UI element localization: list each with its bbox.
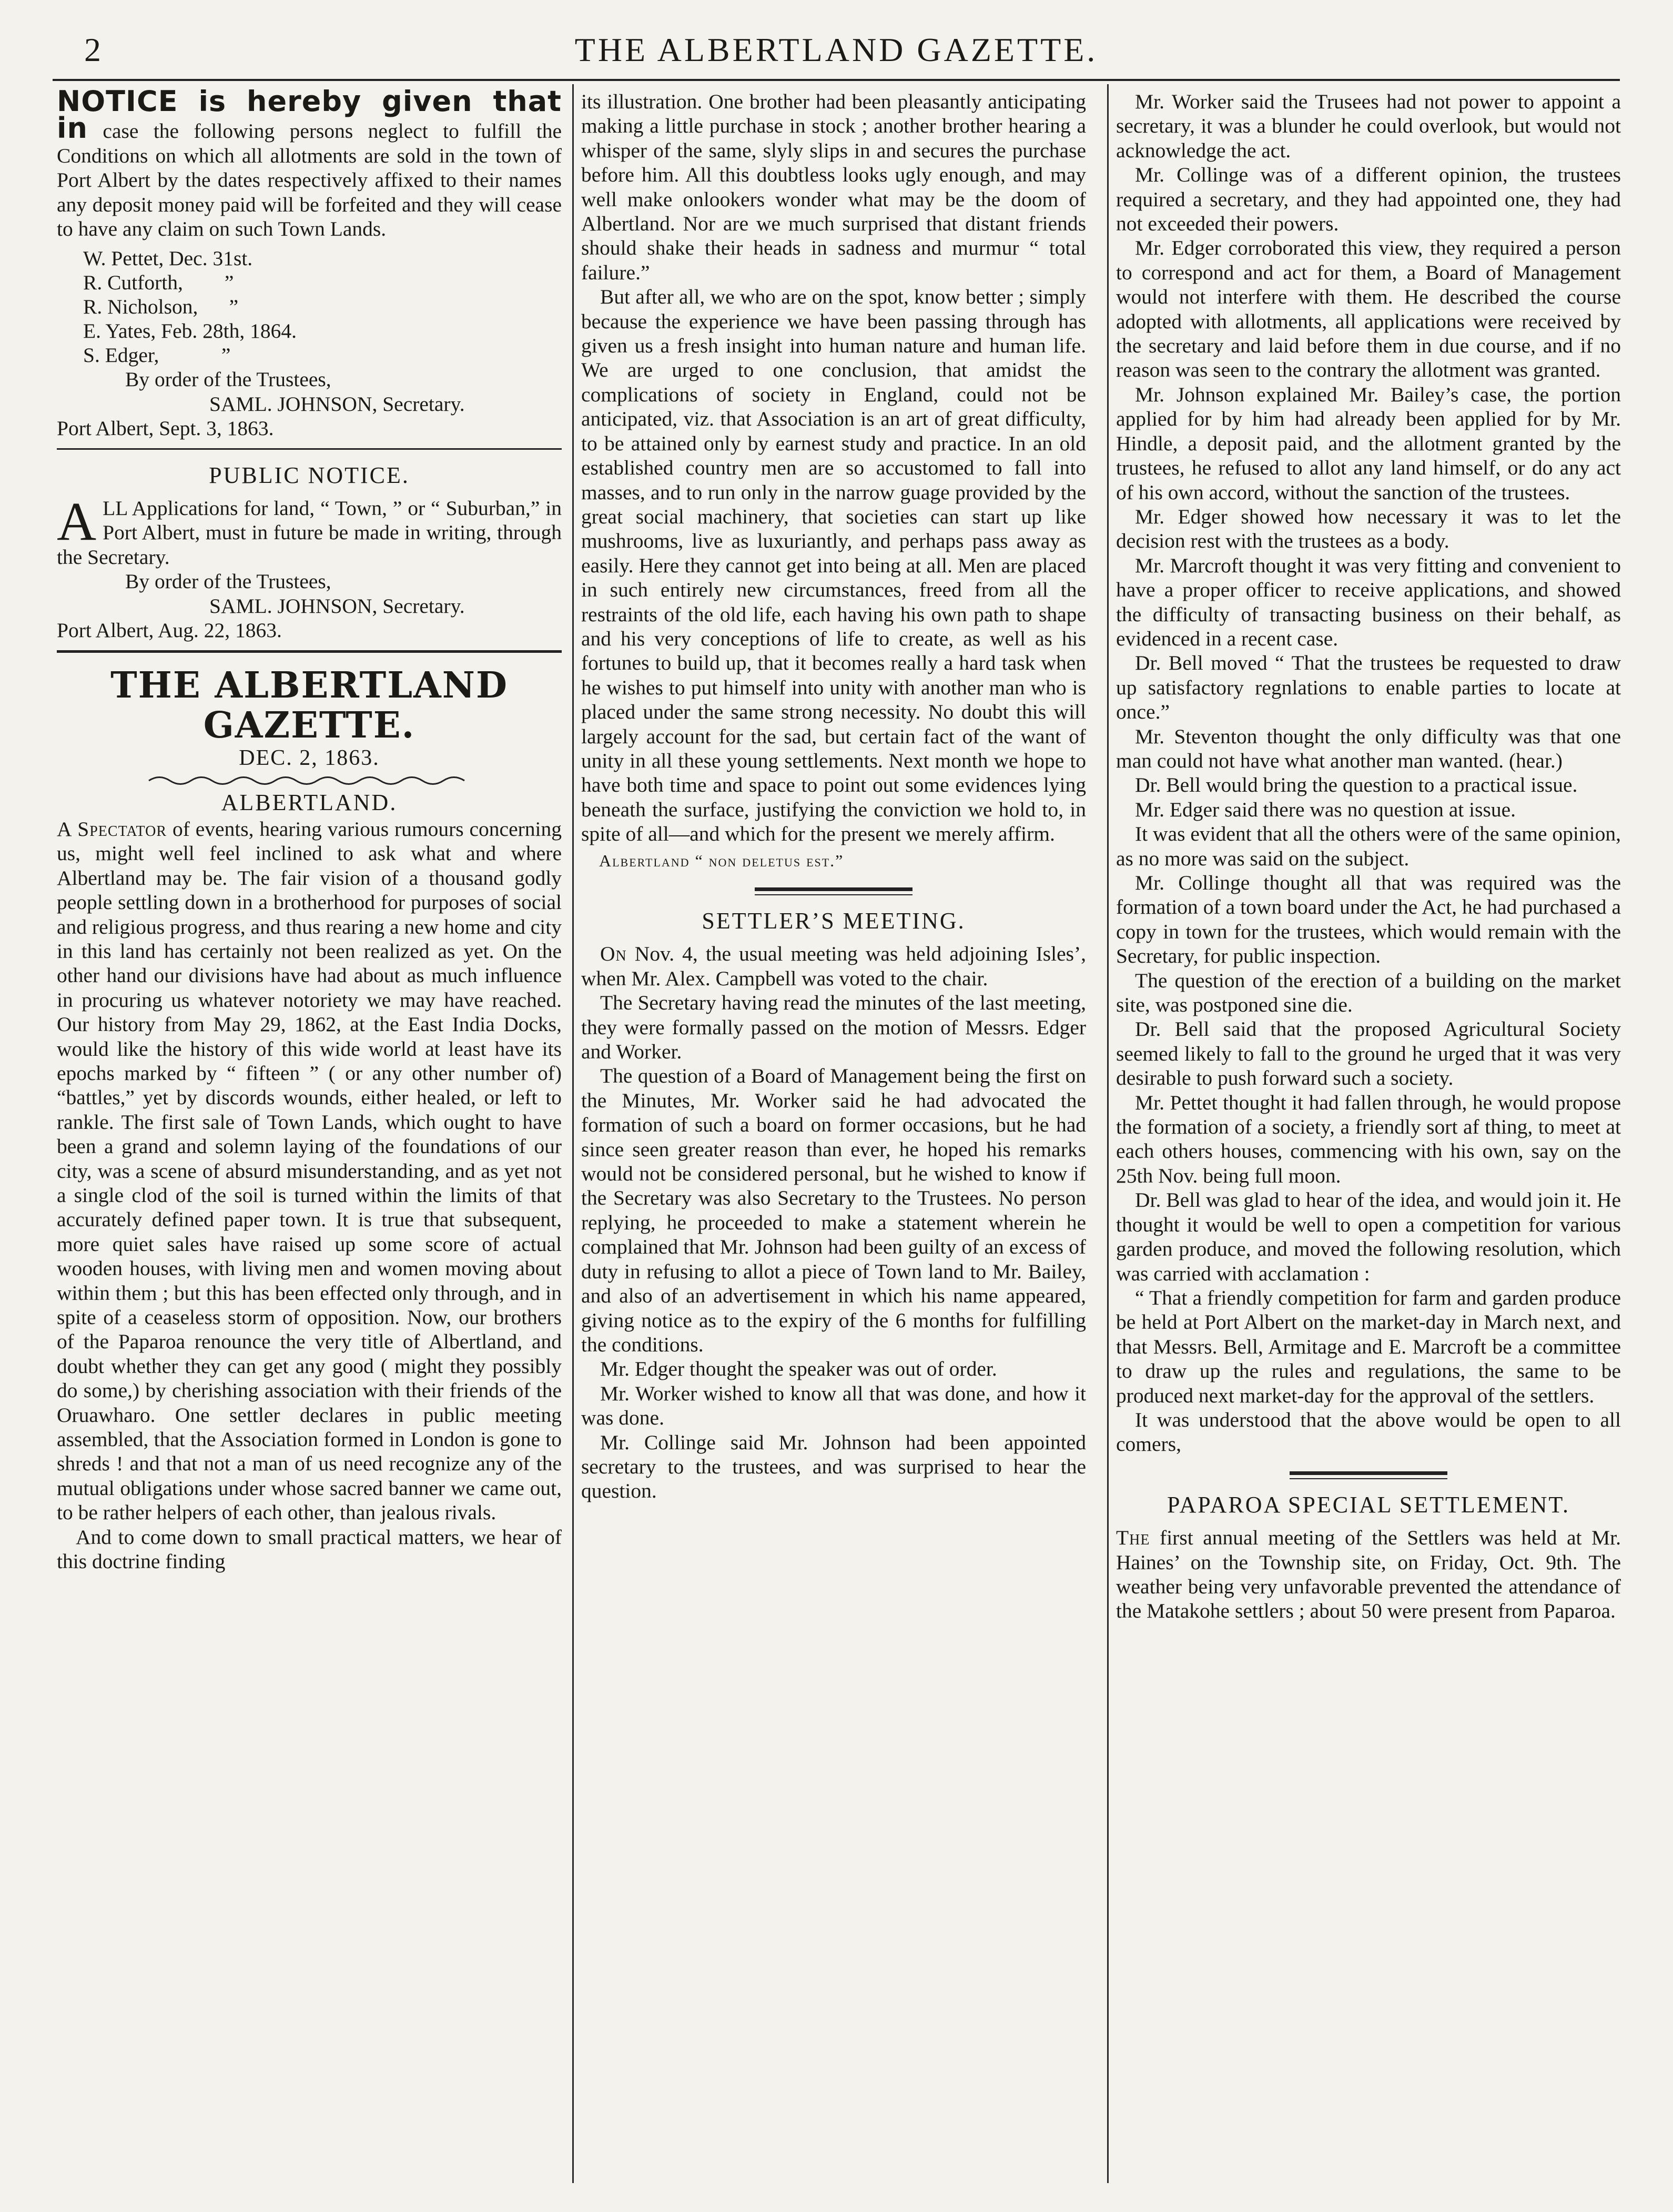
paparoa-heading: PAPAROA SPECIAL SETTLEMENT. xyxy=(1167,1491,1570,1518)
paparoa-paragraph: The first annual meeting of the Settlers was held at Mr. Haines’ on the Township site, on Friday, Oct. 9th. The weather being very unfavorable prevented the attendance of the Matakohe settlers ; about 50 were present from Paparoa. xyxy=(1116,1526,1621,1623)
meeting-paragraph: Mr. Worker wished to know all that was done, and how it was done. xyxy=(581,1381,1086,1430)
notice-signature-name: SAML. JOHNSON, Secretary. xyxy=(209,392,465,416)
meeting-paragraph: Mr. Edger corroborated this view, they required a person to correspond and act for them, a Board of Management would not interfere with them. He described the course adopted with allotments, all applications were received by the secretary and laid before them in due course, and if no reason was seen to the contrary the allotment was granted. xyxy=(1116,236,1621,382)
notice-signature-date: Port Albert, Sept. 3, 1863. xyxy=(57,417,274,440)
meeting-paragraph: The Secretary having read the minutes of the last meeting, they were formally passed on the motion of Messrs. Edger and Worker. xyxy=(581,991,1086,1064)
article-paragraph: its illustration. One brother had been pleasantly anticipating making a little purchase in stock ; another brother hearing a whisper of the same, slyly slips in and secures the purchase before him. All this doubtless looks ugly enough, and may well make onlookers wonder what may be the doom of Albertland. Nor are we much surprised that distant friends should shake their heads in sadness and murmur “ total failure.” xyxy=(581,90,1086,284)
albertland-lead: A Spectator xyxy=(57,817,167,841)
dateline: DEC. 2, 1863. xyxy=(239,745,380,770)
section-rule xyxy=(57,448,562,450)
column-rule-1 xyxy=(572,84,574,2183)
notice-name: R. Nicholson, ” xyxy=(83,295,239,319)
albertland-paragraph: And to come down to small practical matters, we hear of this doctrine finding xyxy=(57,1525,562,1573)
public-notice-signature-date: Port Albert, Aug. 22, 1863. xyxy=(57,619,282,642)
notice-name: W. Pettet, Dec. 31st. xyxy=(83,247,253,270)
notice-name: E. Yates, Feb. 28th, 1864. xyxy=(83,319,297,343)
meeting-paragraph: Dr. Bell was glad to hear of the idea, and would join it. He thought it would be well to open a competition for various garden produce, and moved the following resolution, which was carried with acclamation : xyxy=(1116,1188,1621,1285)
meeting-paragraph: Mr. Edger said there was no question at issue. xyxy=(1135,797,1516,821)
header-rule xyxy=(53,79,1620,81)
notice-body: case the following persons neglect to fulfill the Conditions on which all allotments are sold in the town of Port Albert by the dates respectively affixed to their names any deposit money paid will be forfeited and they will cease to have any claim on such Town Lands. xyxy=(57,119,562,241)
drop-cap: A xyxy=(57,491,97,552)
article-paragraph: But after all, we who are on the spot, know better ; simply because the experience we have been passing through has given us a fresh insight into human nature and human life. We are urged to one conclusion, that amidst the complications of society in England, could not be anticipated, viz. that Association is an art of great difficulty, to be attained only by earnest study and practice. In an old established country men are so accustomed to fall into masses, and to run only in the narrow guage provided by the great social machinery, that societies can start up like mushrooms, live as luxuriantly, and perhaps pass away as easily. Here they cannot get into being at all. Men are placed in such entirely new circumstances, freed from all the restraints of the old life, each having his own path to shape and his very conceptions of life to create, as well as his fortunes to build up, that it becomes really a hard task when he wishes to put himself into unity with another man who is placed under the same strong necessity. No doubt this will largely account for the sad, but certain fact of the want of unity in all these young settlements. Next month we hope to have both time and space to point out some evidences lying beneath the surface, justifying the conviction we hold to, in spite of all—and which for the present we merely affirm. xyxy=(581,285,1086,846)
meeting-paragraph: Mr. Collinge was of a different opinion, the trustees required a secretary, and they had appointed one, they had not exceeded their powers. xyxy=(1116,163,1621,236)
settlers-meeting-heading: SETTLER’S MEETING. xyxy=(702,908,966,934)
section-rule xyxy=(57,650,562,653)
column-rule-2 xyxy=(1107,84,1109,2183)
public-notice-heading: PUBLIC NOTICE. xyxy=(209,462,410,488)
meeting-paragraph: It was understood that the above would be open to all comers, xyxy=(1116,1408,1621,1456)
section-rule xyxy=(1290,1471,1447,1479)
notice-signature-by: By order of the Trustees, xyxy=(125,368,331,391)
masthead: THE ALBERTLAND GAZETTE. xyxy=(110,664,508,746)
meeting-paragraph: Mr. Collinge thought all that was required was the formation of a town board under the Act, he had purchased a copy in town for the trustees, which would remain with the Secretary, for public inspection. xyxy=(1116,871,1621,968)
section-rule xyxy=(755,887,912,895)
motto: Albertland “ non deletus est.” xyxy=(599,851,844,870)
notice-paragraph xyxy=(57,89,562,241)
meeting-paragraph: The question of the erection of a building on the market site, was postponed sine die. xyxy=(1116,968,1621,1017)
resolution-paragraph: “ That a friendly competition for farm and garden produce be held at Port Albert on the market-day in March next, and that Messrs. Bell, Armitage and E. Marcroft be a committee to draw up the rules and regulations, the same to be produced next market-day for the approval of the settlers. xyxy=(1116,1286,1621,1407)
page-header xyxy=(53,25,1620,83)
wavy-ornament xyxy=(146,773,472,789)
meeting-paragraph: Mr. Marcroft thought it was very fitting and convenient to have a proper officer to receive applications, and showed the difficulty of transacting business on their behalf, as evidenced in a recent case. xyxy=(1116,553,1621,650)
meeting-paragraph: Mr. Collinge said Mr. Johnson had been appointed secretary to the trustees, and was surprised to hear the question. xyxy=(581,1430,1086,1503)
notice-lead: NOTICE is hereby given that in xyxy=(57,89,562,145)
meeting-paragraph: On Nov. 4, the usual meeting was held adjoining Isles’, when Mr. Alex. Campbell was voted to the chair. xyxy=(581,942,1086,990)
meeting-paragraph: Mr. Worker said the Trusees had not power to appoint a secretary, it was a blunder he could overlook, but would not acknowledge the act. xyxy=(1116,90,1621,162)
notice-name: S. Edger, ” xyxy=(83,344,231,367)
page-number: 2 xyxy=(84,31,101,68)
meeting-paragraph: Mr. Steventon thought the only difficulty was that one man could not have what another man wanted. (hear.) xyxy=(1116,724,1621,772)
albertland-paragraph: A Spectator of events, hearing various rumours concerning us, might well feel inclined to ask what and where Albertland may be. The fair vision of a thousand godly people settling down in a brotherhood for purposes of social and religious progress, and thus rearing a new home and city in this land has certainly not been realized as yet. On the other hand our divisions have had about as much influence in procuring us whatever notoriety we may have reached. Our history from May 29, 1862, at the East India Docks, would like the history of this wide world at least have its epochs marked by “ fifteen ” ( or any other number of) “battles,” yet by discords wounds, either healed, or left to rankle. The first sale of Town Lands, which ought to have been a grand and solemn laying of the foundations of our city, was a scene of absurd misunderstanding, and as yet not a single clod of the soil is turned within the limits of that accurately defined paper town. It is true that subsequent, more quiet sales have raised up some score of actual wooden houses, with living men and women moving about within them ; but this has been effected only through, and in spite of a ceaseless storm of opposition. Now, our brothers of the Paparoa renounce the very title of Albertland, and doubt whether they can get any good ( might they possibly do some,) by cherishing association with their friends of the Oruawharo. One settler declares in public meeting assembled, that the Association formed in London is gone to shreds ! and that not a man of us need recognize any of the mutual obligations under whose sacred banner we came out, to be rather helpers of each other, than jealous rivals. xyxy=(57,817,562,1524)
column-3 xyxy=(1116,89,1621,2188)
public-notice-signature-by: By order of the Trustees, xyxy=(125,570,331,593)
meeting-paragraph: Dr. Bell said that the proposed Agricultural Society seemed likely to fall to the ground he urged that it was very desirable to push forward such a society. xyxy=(1116,1017,1621,1090)
meeting-paragraph: Mr. Edger thought the speaker was out of order. xyxy=(600,1357,997,1381)
meeting-paragraph: Mr. Pettet thought it had fallen through, he would propose the formation of a society, a friendly sort af thing, to meet at each others houses, commencing with his own, say on the 25th Nov. being full moon. xyxy=(1116,1090,1621,1187)
meeting-paragraph: It was evident that all the others were of the same opinion, as no more was said on the subject. xyxy=(1116,822,1621,870)
albertland-heading: ALBERTLAND. xyxy=(221,789,398,815)
meeting-paragraph: Mr. Johnson explained Mr. Bailey’s case, the portion applied for by him had already been applied for by Mr. Hindle, a deposit paid, and the allotment granted by the trustees, he refused to allot any land himself, or do any act of his own accord, without the sanction of the trustees. xyxy=(1116,382,1621,504)
column-2 xyxy=(581,89,1086,2188)
notice-names xyxy=(57,246,562,367)
meeting-paragraph: The question of a Board of Management being the first on the Minutes, Mr. Worker said he had advocated the formation of such a board on former occasions, but he had since seen greater reason than ever, he hoped his remarks would not be considered personal, but he wished to know if the Secretary was also Secretary to the Trustees. No person replying, he proceeded to make a statement wherein he complained that Mr. Johnson had been guilty of an excess of duty in refusing to allot a piece of Town land to Mr. Bailey, and also of an advertisement in which his name appeared, giving notice as to the expiry of the 6 months for fulfilling the conditions. xyxy=(581,1064,1086,1356)
public-notice-text: ALL Applications for land, “ Town, ” or “ Suburban,” in Port Albert, must in future be made in writing, through the Secretary. xyxy=(57,491,562,569)
meeting-paragraph: Dr. Bell would bring the question to a practical issue. xyxy=(1135,773,1578,797)
meeting-paragraph: Mr. Edger showed how necessary it was to let the decision rest with the trustees as a body. xyxy=(1116,504,1621,553)
public-notice-signature-name: SAML. JOHNSON, Secretary. xyxy=(209,594,465,618)
meeting-paragraph: Dr. Bell moved “ That the trustees be requested to draw up satisfactory regnlations to enable parties to locate at once.” xyxy=(1116,651,1621,724)
column-1 xyxy=(57,89,562,2188)
notice-name: R. Cutforth, ” xyxy=(83,271,234,295)
running-title: THE ALBERTLAND GAZETTE. xyxy=(574,31,1098,68)
